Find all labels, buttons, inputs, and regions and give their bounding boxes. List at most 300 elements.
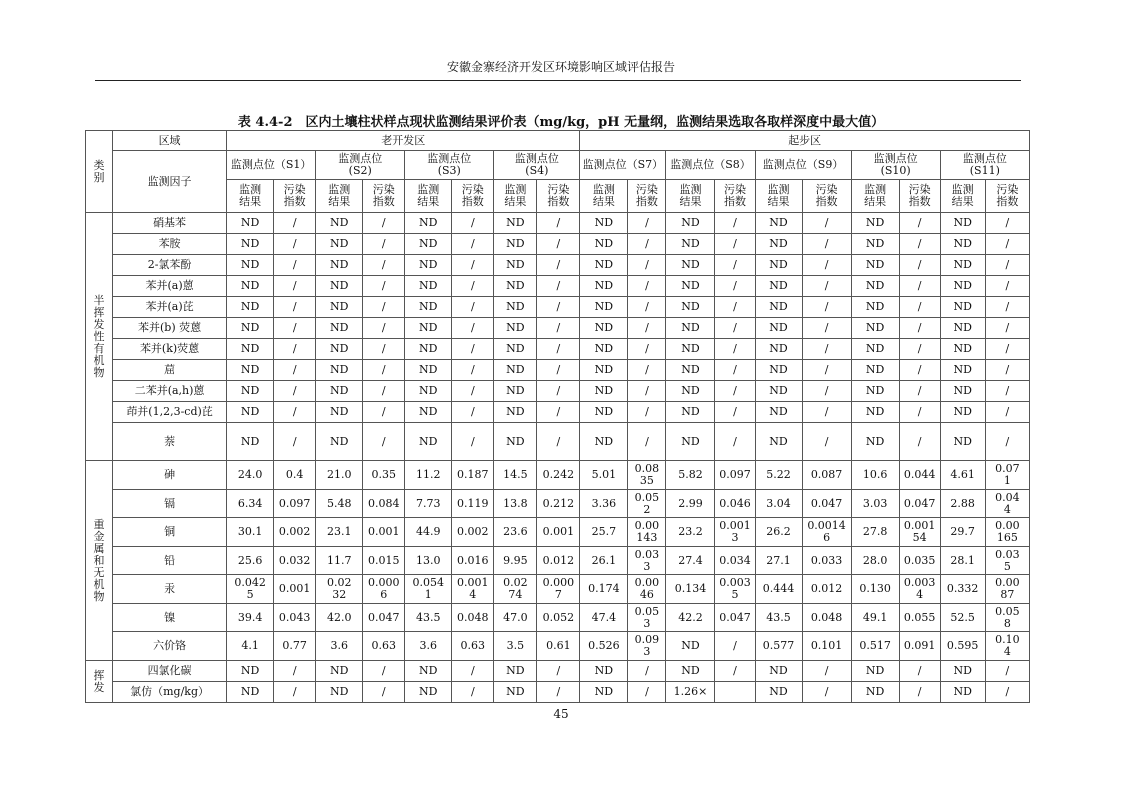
index-value: / [363,255,405,276]
result-value: ND [851,276,899,297]
index-value: / [363,297,405,318]
result-value: 39.4 [227,604,274,632]
factor-header: 监测因子 [113,151,227,213]
index-value: / [537,381,580,402]
index-value: 0.002 [274,518,316,547]
index-value: / [628,661,666,682]
result-value: ND [494,276,537,297]
index-value: / [274,339,316,360]
table-row [86,518,1030,547]
result-value: ND [494,297,537,318]
result-value: 0.595 [940,632,985,661]
index-value: 0.001 3 [715,518,755,547]
result-value: ND [940,297,985,318]
index-value: / [899,255,940,276]
index-value: / [363,234,405,255]
result-value: 52.5 [940,604,985,632]
result-header: 监测 结果 [580,180,628,213]
result-value: ND [405,234,452,255]
index-value: 0.77 [274,632,316,661]
index-value: / [452,276,494,297]
result-value: ND [494,360,537,381]
result-value: ND [316,661,363,682]
result-value: ND [405,297,452,318]
result-value: 4.61 [940,461,985,490]
result-value: ND [316,213,363,234]
result-value: 28.0 [851,547,899,575]
site-header: 监测点位（S9） [755,151,851,180]
result-value: 0.517 [851,632,899,661]
index-value: / [452,381,494,402]
result-header: 监测 结果 [940,180,985,213]
result-value: ND [940,318,985,339]
index-value: / [274,360,316,381]
result-value: 27.8 [851,518,899,547]
result-value: ND [851,661,899,682]
index-value: / [802,213,851,234]
index-value: / [628,318,666,339]
index-value: / [985,234,1029,255]
table-row [86,213,1030,234]
result-value: ND [227,255,274,276]
result-value: 23.6 [494,518,537,547]
site-header: 监测点位 (S10) [851,151,940,180]
index-value: / [715,402,755,423]
index-value: / [715,381,755,402]
index-value: / [985,682,1029,703]
index-value: / [985,276,1029,297]
index-value: 0.00 143 [628,518,666,547]
result-value: 24.0 [227,461,274,490]
index-value: 0.048 [802,604,851,632]
index-value: / [452,213,494,234]
index-value: 0.001 54 [899,518,940,547]
result-value: ND [666,632,715,661]
result-value: 26.2 [755,518,802,547]
result-value: ND [227,297,274,318]
index-header: 污染 指数 [802,180,851,213]
index-value: / [537,234,580,255]
index-value: / [899,213,940,234]
site-header: 监测点位 (S3) [405,151,494,180]
result-value: ND [227,234,274,255]
header-row-zones [86,131,1030,151]
factor-name: 萘 [113,423,227,461]
index-value: 0.05 8 [985,604,1029,632]
result-value: ND [755,213,802,234]
index-value: 0.101 [802,632,851,661]
table-row [86,297,1030,318]
index-value: / [985,339,1029,360]
result-value: ND [405,318,452,339]
result-value: ND [494,339,537,360]
result-value: ND [755,381,802,402]
result-value: 0.042 5 [227,575,274,604]
index-value: / [537,360,580,381]
table-row [86,575,1030,604]
result-value: 10.6 [851,461,899,490]
index-value: / [628,255,666,276]
index-value: / [363,682,405,703]
result-value: ND [227,661,274,682]
factor-name: 苯并(a)蒽 [113,276,227,297]
index-value: / [715,661,755,682]
index-value: / [802,234,851,255]
result-value: ND [666,661,715,682]
factor-name: 硝基苯 [113,213,227,234]
result-value: ND [851,360,899,381]
result-value: ND [755,297,802,318]
category-group-label: 半 挥 发 性 有 机 物 [86,213,113,461]
result-header: 监测 结果 [851,180,899,213]
index-value: / [985,297,1029,318]
table-row [86,318,1030,339]
result-value: ND [405,661,452,682]
index-value: / [802,402,851,423]
index-value: / [537,213,580,234]
result-value: 3.5 [494,632,537,661]
factor-name: 苯并(b) 荧蒽 [113,318,227,339]
index-value: / [802,297,851,318]
result-value: 25.7 [580,518,628,547]
result-value: 21.0 [316,461,363,490]
result-value: ND [755,234,802,255]
index-value: / [802,255,851,276]
result-value: ND [666,297,715,318]
result-value: ND [940,255,985,276]
index-value: 0.015 [363,547,405,575]
result-header: 监测 结果 [494,180,537,213]
result-value: ND [580,682,628,703]
index-value: / [802,339,851,360]
result-value: ND [851,381,899,402]
index-value: / [802,276,851,297]
page-number: 45 [553,707,569,721]
result-value: ND [666,255,715,276]
index-value: / [628,423,666,461]
index-header: 污染 指数 [363,180,405,213]
result-value: ND [666,381,715,402]
index-value: 0.03 5 [985,547,1029,575]
result-value: ND [494,255,537,276]
result-value: ND [227,402,274,423]
result-value: 0.054 1 [405,575,452,604]
factor-name: 苯胺 [113,234,227,255]
factor-name: 六价铬 [113,632,227,661]
result-value: ND [666,276,715,297]
table-row [86,381,1030,402]
zone-header-old: 老开发区 [227,131,580,151]
index-value: 0.003 4 [899,575,940,604]
index-value: 0.4 [274,461,316,490]
result-value: ND [580,423,628,461]
index-value: 0.032 [274,547,316,575]
index-value: / [363,276,405,297]
index-value: 0.61 [537,632,580,661]
index-value: / [985,423,1029,461]
index-value: / [363,213,405,234]
index-value: / [899,339,940,360]
index-value: 0.63 [363,632,405,661]
result-value: ND [666,234,715,255]
result-value: 27.4 [666,547,715,575]
result-value: ND [316,402,363,423]
index-value: 0.05 2 [628,490,666,518]
header-rule [95,80,1021,81]
index-value: / [363,318,405,339]
index-value: / [899,318,940,339]
result-value: 4.1 [227,632,274,661]
result-value: ND [755,318,802,339]
result-value: 5.01 [580,461,628,490]
index-value: 0.001 [537,518,580,547]
index-value: / [985,255,1029,276]
header-row-sites [86,151,1030,180]
result-value: ND [405,682,452,703]
result-value: ND [494,423,537,461]
index-value: 0.00 46 [628,575,666,604]
result-value: 29.7 [940,518,985,547]
index-value: / [452,402,494,423]
result-value: ND [227,276,274,297]
result-value: ND [494,234,537,255]
index-value: 0.012 [537,547,580,575]
result-value: ND [227,339,274,360]
factor-name: 镍 [113,604,227,632]
result-value: ND [851,255,899,276]
index-value: 0.187 [452,461,494,490]
result-value: ND [940,276,985,297]
index-value: 0.09 3 [628,632,666,661]
result-value: ND [851,423,899,461]
result-value: ND [405,339,452,360]
result-value: ND [666,318,715,339]
result-value: 23.2 [666,518,715,547]
index-value: 0.000 7 [537,575,580,604]
index-value: / [274,234,316,255]
index-value: 0.055 [899,604,940,632]
index-value: / [274,661,316,682]
index-value: / [537,661,580,682]
result-value: ND [227,682,274,703]
region-header: 区域 [113,131,227,151]
index-value: / [715,423,755,461]
index-value: 0.07 1 [985,461,1029,490]
factor-name: 四氯化碳 [113,661,227,682]
index-value: 0.001 [363,518,405,547]
result-value: ND [666,423,715,461]
category-group-label: 挥 发 [86,661,113,703]
result-value: ND [227,381,274,402]
factor-name: 砷 [113,461,227,490]
result-value: ND [494,381,537,402]
index-value: 0.00 165 [985,518,1029,547]
factor-name: 镉 [113,490,227,518]
site-header: 监测点位（S1） [227,151,316,180]
index-value: / [363,381,405,402]
table-row [86,234,1030,255]
index-value: / [715,360,755,381]
index-value: / [274,297,316,318]
index-value: / [985,661,1029,682]
result-value: ND [316,360,363,381]
index-value: / [452,661,494,682]
table-row [86,339,1030,360]
factor-name: 苯并(a)芘 [113,297,227,318]
result-value: ND [494,402,537,423]
result-value: 0.130 [851,575,899,604]
result-value: ND [580,234,628,255]
result-value: ND [494,318,537,339]
index-value: 0.097 [274,490,316,518]
result-value: 0.332 [940,575,985,604]
result-value: 28.1 [940,547,985,575]
result-value: ND [851,297,899,318]
result-value: 0.174 [580,575,628,604]
index-value: / [628,213,666,234]
result-value: ND [405,360,452,381]
site-header: 监测点位 (S2) [316,151,405,180]
result-value: 43.5 [405,604,452,632]
result-value: 30.1 [227,518,274,547]
result-value: 3.36 [580,490,628,518]
site-header: 监测点位 (S11) [940,151,1029,180]
index-value: / [363,402,405,423]
index-value: 0.035 [899,547,940,575]
result-value: ND [494,682,537,703]
result-value: 23.1 [316,518,363,547]
index-value: 0.046 [715,490,755,518]
result-value: ND [666,339,715,360]
result-value: ND [755,423,802,461]
result-value: ND [755,255,802,276]
index-value: / [802,423,851,461]
result-value: ND [227,423,274,461]
index-header: 污染 指数 [274,180,316,213]
table-row [86,461,1030,490]
result-value: 43.5 [755,604,802,632]
index-value: / [899,661,940,682]
result-value: ND [666,213,715,234]
index-value: 0.63 [452,632,494,661]
index-value: / [274,255,316,276]
index-value: / [537,318,580,339]
result-value: ND [227,318,274,339]
result-value: 9.95 [494,547,537,575]
index-value: / [899,276,940,297]
index-value: / [899,234,940,255]
result-value: 3.04 [755,490,802,518]
index-value: / [802,381,851,402]
index-value: / [715,234,755,255]
index-value: / [715,276,755,297]
table-row [86,604,1030,632]
monitoring-results-table [85,130,1030,703]
index-value: / [452,297,494,318]
index-value: 0.00 87 [985,575,1029,604]
header-row-metrics [86,180,1030,213]
index-value: / [899,381,940,402]
result-value: ND [755,402,802,423]
result-value: ND [405,213,452,234]
factor-name: 茚并(1,2,3-cd)芘 [113,402,227,423]
index-value: 0.043 [274,604,316,632]
index-value: 0.034 [715,547,755,575]
result-value: ND [580,255,628,276]
result-value: ND [580,213,628,234]
result-value: ND [851,402,899,423]
result-value: ND [940,682,985,703]
result-value: 0.134 [666,575,715,604]
result-value: 0.444 [755,575,802,604]
index-value: / [628,402,666,423]
result-value: ND [405,276,452,297]
result-value: ND [316,276,363,297]
result-value: 13.8 [494,490,537,518]
result-header: 监测 结果 [227,180,274,213]
result-value: 42.0 [316,604,363,632]
index-value: / [274,402,316,423]
result-value: 1.26× [666,682,715,703]
result-value: ND [940,661,985,682]
result-value: 5.82 [666,461,715,490]
result-value: 26.1 [580,547,628,575]
result-value: 47.4 [580,604,628,632]
result-value: ND [316,318,363,339]
result-value: ND [405,255,452,276]
result-value: 14.5 [494,461,537,490]
result-value: 2.88 [940,490,985,518]
result-value: ND [755,682,802,703]
result-value: ND [316,339,363,360]
table-row [86,632,1030,661]
result-value: ND [580,661,628,682]
index-value: / [537,682,580,703]
index-value: / [802,661,851,682]
index-value: 0.10 4 [985,632,1029,661]
index-value: / [274,423,316,461]
index-value: / [802,682,851,703]
result-value: 3.6 [405,632,452,661]
index-header: 污染 指数 [899,180,940,213]
index-value: / [274,213,316,234]
index-value: / [628,381,666,402]
index-value: 0.047 [363,604,405,632]
result-value: ND [316,381,363,402]
index-value: / [715,339,755,360]
index-value: / [537,255,580,276]
index-value: 0.047 [802,490,851,518]
result-value: ND [580,297,628,318]
result-value: ND [580,339,628,360]
table-row [86,682,1030,703]
index-value: / [452,682,494,703]
index-value: 0.000 6 [363,575,405,604]
result-value: ND [580,360,628,381]
result-value: ND [666,402,715,423]
index-value: / [715,632,755,661]
result-value: ND [755,339,802,360]
result-value: ND [666,360,715,381]
index-value: 0.242 [537,461,580,490]
index-value: 0.08 35 [628,461,666,490]
index-value: 0.048 [452,604,494,632]
index-value: / [452,339,494,360]
result-value: ND [755,276,802,297]
result-value: 27.1 [755,547,802,575]
result-header: 监测 结果 [405,180,452,213]
index-value: / [537,423,580,461]
